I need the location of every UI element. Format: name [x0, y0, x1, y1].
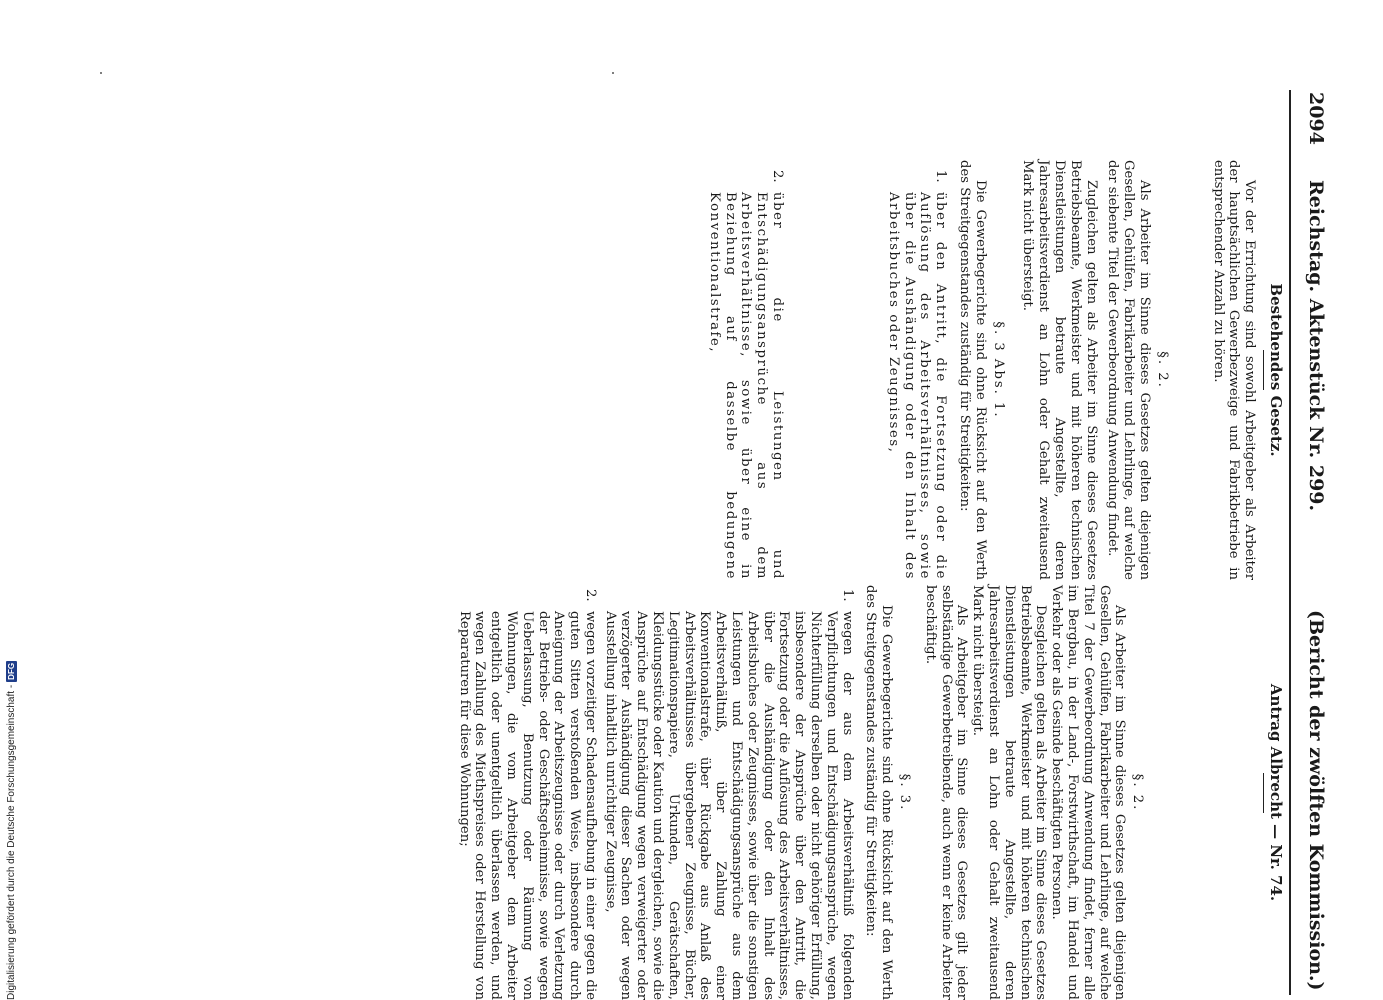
list-item-number: 2. [582, 589, 598, 602]
paragraph: Die Gewerbegerichte sind ohne Rücksicht auf den Werth des Streitgegenstandes zuständig für Streitigkeiten: [957, 160, 988, 580]
section-title: §. 3. [897, 773, 913, 812]
document-sheet [85, 80, 1335, 1000]
paragraph: Als Arbeiter im Sinne dieses Gesetzes gelten diejenigen Gesellen, Gehülfen, Fabrikarbeiter und Lehrlinge, auf welche der siebente Titel der Gewerbeordnung Anwendung findet. [1105, 160, 1153, 580]
list-item-number: 1. [933, 170, 949, 183]
left-column [706, 160, 1283, 580]
section-title: §. 2. [1130, 773, 1146, 812]
section-title: §. 2. [1154, 351, 1170, 389]
digitization-credit [6, 661, 17, 1000]
dfg-logo: DFG [7, 662, 16, 680]
paragraph: Als Arbeiter im Sinne dieses Gesetzes gelten diejenigen Gesellen, Gehülfen, Fabrikarbeiter und Lehrlinge, auf welche Titel 7 der Gewerbeordnung Anwendung findet, ferner alle im Bergbau, in der Land-, Forstwirthschaft, im Handel und Verkehr oder als Gesinde beschäftigten Personen. [1049, 585, 1128, 1000]
right-heading-text: Antrag Albrecht — Nr. 74. [1267, 683, 1285, 902]
header-rule [1289, 90, 1291, 995]
left-column-heading [1263, 160, 1283, 580]
intro-paragraph: Vor der Errichtung sind sowohl Arbeitgeber als Arbeiter der hauptsächlichen Gewerbezweige und Fabrikbetriebe in entsprechender Anzahl zu hören. [1210, 160, 1258, 580]
list-item [706, 170, 785, 580]
list-item-number: 1. [839, 589, 855, 602]
list-item [885, 170, 948, 580]
list-item-text: wegen vorzeitiger Schadensaufhebung in einer gegen die guten Sitten verstoßenden Weise, insbesondere durch Aneignung der Arbeitszeugnisse oder durch Verletzung der Betriebs- oder Geschäftsgeheimnisse, sowie wegen Ueberlassung, Benutzung oder Räumung von Wohnungen, die vom Arbeitgeber dem Arbeiter entgeltlich oder unentgeltlich überlassen werden, und wegen Zahlung des Miethspreises oder Herstellung von Reparaturen für diese Wohnungen; [456, 611, 598, 1000]
scan-speck [612, 72, 614, 74]
right-column-heading [1263, 585, 1283, 1000]
list-item [602, 589, 855, 1000]
list-item [456, 589, 598, 1000]
paragraph: Die Gewerbegerichte sind ohne Rücksicht auf den Werth des Streitgegenstandes zuständig für Streitigkeiten: [863, 585, 895, 1000]
paragraph: Als Arbeitgeber im Sinne dieses Gesetzes gilt jeder selbständige Gewerbetreibende, auch wenn er keine Arbeiter beschäftigt. [922, 585, 970, 1000]
list-item-number: 2. [770, 170, 786, 183]
paragraph: Desgleichen gelten als Arbeiter im Sinne dieses Gesetzes Betriebsbeamte, Werkmeister und mit höheren technischen Dienstleistungen betraute Angestellte, deren Jahresarbeitsverdienst an Lohn oder Gehalt zweitausend Mark nicht übersteigt. [970, 585, 1049, 1000]
heading-underline [1263, 773, 1264, 813]
header-title: Reichstag. Aktenstück Nr. 299. [1305, 180, 1327, 512]
heading-underline [1263, 350, 1264, 390]
header-subtitle: (Bericht der zwölften Kommission.) [1305, 610, 1327, 991]
credit-text: Digitalisierung gefördert durch die Deutsche Forschungsgemeinschaft - [6, 684, 17, 1000]
section-title: §. 3 Abs. 1. [990, 321, 1006, 419]
scan-speck [100, 72, 102, 74]
paragraph: Zugleichen gelten als Arbeiter im Sinne dieses Gesetzes Betriebsbeamte, Werkmeister und mit höheren technischen Dienstleistungen betraute Angestellte, deren Jahresarbeitsverdienst an Lohn oder Gehalt zweitausend Mark nicht übersteigt. [1020, 160, 1099, 580]
left-heading-text: Bestehendes Gesetz. [1267, 283, 1285, 457]
page-number: 2094 [1305, 92, 1327, 145]
list-item-text: wegen der aus dem Arbeitsverhältniß folgenden Verpflichtungen und Entschädigungsansprüche, wegen Nichterfüllung derselben oder nicht gehöriger Erfüllung, insbesondere der Ansprüche über den Antritt, die Fortsetzung oder die Auflösung des Arbeitsverhältnisses, über die Aushändigung oder den Inhalt des Arbeitsbuches oder Zeugnisses, sowie über die sonstigen Leistungen und Entschädigungsansprüche aus dem Arbeitsverhältniß, über Zahlung einer Konventionalstrafe, über Rückgabe aus Anlaß des Arbeitsverhältnisses übergebener Zeugnisse, Bücher, Legitimationspapiere, Urkunden, Gerätschaften, Kleidungsstücke oder Kaution und dergleichen, sowie die Ansprüche auf Entschädigung wegen verweigerter oder verzögerter Aushändigung dieser Sachen oder wegen Ausstellung inhaltlich unrichtiger Zeugnisse, [602, 611, 855, 1000]
list-item-text: über die Leistungen und Entschädigungsansprüche aus dem Arbeitsverhältnisse, sowie über eine in Beziehung auf dasselbe bedungene Konventionalstrafe, [706, 192, 786, 580]
page-header [1293, 80, 1333, 995]
list-item-text: über den Antritt, die Fortsetzung oder die Auflösung des Arbeitsverhältnisses, sowie über die Aushändigung oder den Inhalt des Arbeitsbuches oder Zeugnisses, [885, 192, 949, 580]
right-column [456, 585, 1283, 1000]
